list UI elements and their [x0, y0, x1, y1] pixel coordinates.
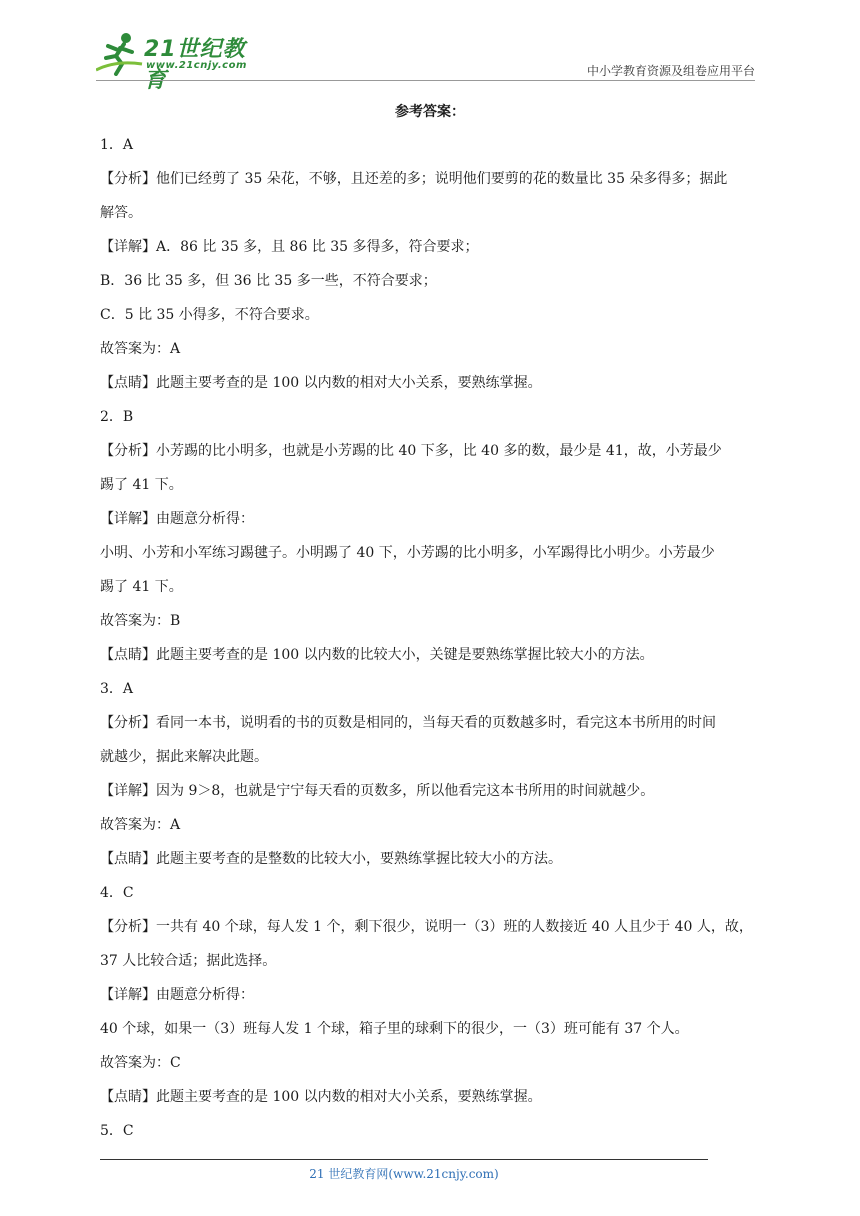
text-line: 【点睛】此题主要考查的是 100 以内数的相对大小关系，要熟练掌握。 — [100, 375, 542, 391]
text-line: 2．B — [100, 409, 134, 425]
text-line: 37 人比较合适；据此选择。 — [100, 953, 277, 969]
text-line: 【点睛】此题主要考查的是整数的比较大小，要熟练掌握比较大小的方法。 — [100, 851, 562, 867]
text-line: 【详解】A．86 比 35 多，且 86 比 35 多得多，符合要求； — [100, 239, 479, 255]
text-line: 【分析】他们已经剪了 35 朵花，不够，且还差的多；说明他们要剪的花的数量比 35 朵多得多；据此 — [100, 171, 728, 187]
text-line: 3．A — [100, 681, 134, 697]
answer-content — [100, 128, 764, 1148]
text-line: 【分析】一共有 40 个球，每人发 1 个，剩下很少，说明一（3）班的人数接近 40 人且少于 40 人，故， — [100, 919, 753, 935]
text-line: 解答。 — [100, 205, 142, 221]
text-line: 就越少，据此来解决此题。 — [100, 749, 268, 765]
text-line: 小明、小芳和小军练习踢毽子。小明踢了 40 下，小芳踢的比小明多，小军踢得比小明少。小芳最少 — [100, 545, 715, 561]
text-line: C．5 比 35 小得多，不符合要求。 — [100, 307, 319, 323]
text-line: 【分析】看同一本书，说明看的书的页数是相同的，当每天看的页数越多时，看完这本书所用的时间 — [100, 715, 716, 731]
text-line: 踢了 41 下。 — [100, 477, 183, 493]
header-divider — [96, 80, 755, 81]
text-line: 【分析】小芳踢的比小明多，也就是小芳踢的比 40 下多，比 40 多的数，最少是 41，故，小芳最少 — [100, 443, 722, 459]
text-line: 故答案为：B — [100, 613, 181, 629]
text-line: 踢了 41 下。 — [100, 579, 183, 595]
text-line: 故答案为：C — [100, 1055, 181, 1071]
text-line: 故答案为：A — [100, 817, 181, 833]
text-line: 【详解】由题意分析得： — [100, 987, 254, 1003]
text-line: 【点睛】此题主要考查的是 100 以内数的比较大小，关键是要熟练掌握比较大小的方法。 — [100, 647, 654, 663]
page-title: 参考答案： — [395, 104, 465, 120]
footer-divider — [100, 1159, 708, 1160]
platform-label: 中小学教育资源及组卷应用平台 — [586, 64, 755, 78]
text-line: 4．C — [100, 885, 134, 901]
text-line: 故答案为：A — [100, 341, 181, 357]
brand-url: www.21cnjy.com — [146, 60, 247, 71]
text-line: 【详解】因为 9＞8，也就是宁宁每天看的页数多，所以他看完这本书所用的时间就越少。 — [100, 783, 655, 799]
text-line: 【详解】由题意分析得： — [100, 511, 254, 527]
text-line: 5．C — [100, 1123, 134, 1139]
runner-logo-icon — [96, 30, 144, 76]
page-header — [0, 0, 860, 93]
brand-name: 21世纪教育 — [144, 37, 246, 93]
text-line: 1．A — [100, 137, 134, 153]
logo — [96, 30, 266, 93]
footer-link[interactable]: 21 世纪教育网(www.21cnjy.com) — [309, 1167, 499, 1181]
text-line: B．36 比 35 多，但 36 比 35 多一些，不符合要求； — [100, 273, 437, 289]
text-line: 40 个球，如果一（3）班每人发 1 个球，箱子里的球剩下的很少，一（3）班可能有 37 个人。 — [100, 1021, 689, 1037]
text-line: 【点睛】此题主要考查的是 100 以内数的相对大小关系，要熟练掌握。 — [100, 1089, 542, 1105]
